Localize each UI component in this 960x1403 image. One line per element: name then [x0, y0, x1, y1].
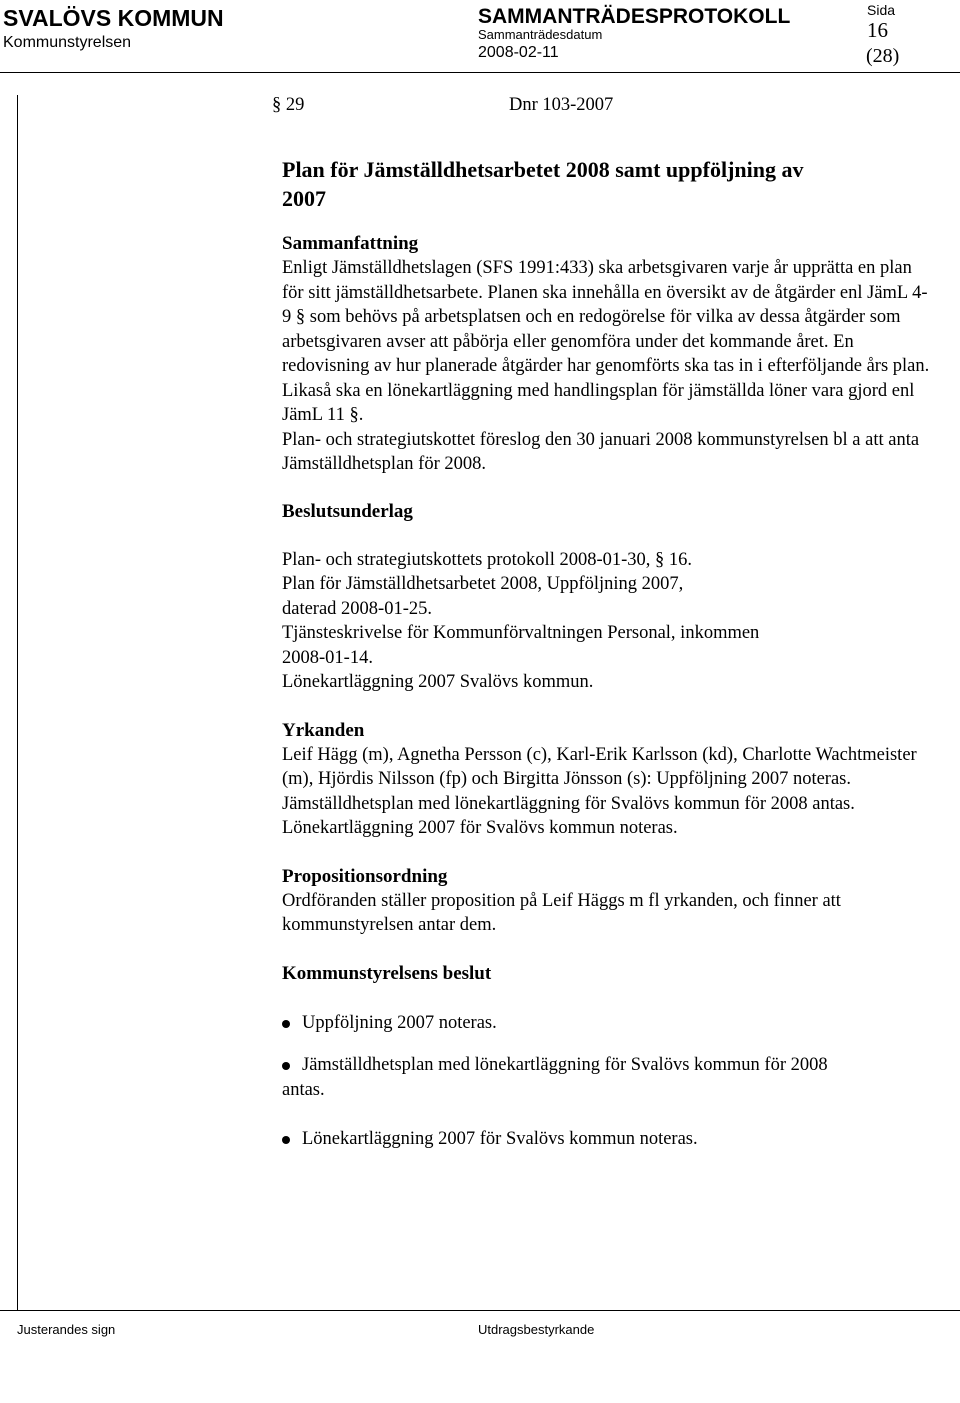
- decision-item: Jämställdhetsplan med lönekartläggning för Svalövs kommun för 2008 antas.: [282, 1055, 828, 1100]
- heading-yrkanden: Yrkanden: [282, 719, 365, 741]
- organization-body: Kommunstyrelsen: [3, 34, 132, 51]
- basis-item-continued: 2008-01-14.: [282, 647, 373, 668]
- basis-item: Plan- och strategiutskottets protokoll 2008-01-30, § 16.: [282, 549, 693, 570]
- summary-paragraph-1: Enligt Jämställdhetslagen (SFS 1991:433) ska arbetsgivaren varje år upprätta en plan för sitt jämställdhetsarbete. Planen ska innehålla en översikt av de åtgärder enl JämL 4-9 § som behövs på arbetsplatsen och en redogörelse för vilka av dessa åtgärder som arbetsgivaren avser att påbörja eller genomföra under det kommande året. En redovisning av hur planerade åtgärder har genomförts ska tas in i efterföljande års plan.: [282, 258, 930, 376]
- heading-beslutsunderlag: Beslutsunderlag: [282, 500, 413, 522]
- bullet-icon: [282, 1062, 290, 1070]
- summary-paragraph-2: Likaså ska en lönekartläggning med handlingsplan för jämställda löner vara gjord enl JämL 11 §.: [282, 380, 915, 425]
- basis-item: Tjänsteskrivelse för Kommunförvaltningen Personal, inkommen: [282, 623, 760, 643]
- decision-item: Uppföljning 2007 noteras.: [282, 1011, 932, 1036]
- organization-name: SVALÖVS KOMMUN: [3, 5, 224, 31]
- footer-rule: [0, 1310, 960, 1311]
- page-number: 16: [867, 18, 888, 42]
- basis-item: Lönekartläggning 2007 Svalövs kommun.: [282, 672, 594, 692]
- decision-basis-list: [282, 548, 932, 695]
- propositionsordning-text: Ordföranden ställer proposition på Leif Häggs m fl yrkanden, och finner att kommunstyrelsen antar dem.: [282, 890, 841, 935]
- footer-utdragsbestyrkande: Utdragsbestyrkande: [478, 1322, 595, 1337]
- bullet-icon: [282, 1020, 290, 1028]
- yrkanden-text: Leif Hägg (m), Agnetha Persson (c), Karl-Erik Karlsson (kd), Charlotte Wachtmeister (m), Hjördis Nilsson (fp) och Birgitta Jönsson (s): Uppföljning 2007 noteras. Jämställdhetsplan med lönekartläggning för Svalövs kommun för 2008 antas. Lönekartläggning 2007 för Svalövs kommun noteras.: [282, 744, 917, 838]
- footer-justerandes-sign: Justerandes sign: [17, 1322, 116, 1337]
- margin-line: [17, 95, 18, 1310]
- decision-list: [282, 1011, 932, 1152]
- case-dnr: Dnr 103-2007: [509, 95, 614, 115]
- page-total: (28): [866, 45, 900, 67]
- heading-sammanfattning: Sammanfattning: [282, 233, 419, 254]
- paragraph-number: § 29: [272, 95, 305, 115]
- page-label: Sida: [867, 2, 896, 18]
- bullet-icon: [282, 1136, 290, 1144]
- case-line: [272, 93, 932, 119]
- basis-item-continued: daterad 2008-01-25.: [282, 598, 433, 619]
- heading-propositionsordning: Propositionsordning: [282, 865, 448, 887]
- document-type: SAMMANTRÄDESPROTOKOLL: [478, 5, 791, 28]
- summary-paragraph-3: Plan- och strategiutskottet föreslog den 30 januari 2008 kommunstyrelsen bl a att anta Jämställdhetsplan för 2008.: [282, 429, 920, 474]
- basis-item: Plan för Jämställdhetsarbetet 2008, Uppföljning 2007,: [282, 574, 684, 594]
- protocol-body: [272, 93, 932, 1152]
- case-title: Plan för Jämställdhetsarbetet 2008 samt uppföljning av 2007: [282, 157, 804, 211]
- decision-item: Lönekartläggning 2007 för Svalövs kommun noteras.: [282, 1127, 932, 1152]
- heading-kommunstyrelsens-beslut: Kommunstyrelsens beslut: [282, 962, 492, 984]
- meeting-date-value: 2008-02-11: [478, 44, 559, 61]
- header-rule: [0, 72, 960, 73]
- meeting-date-label: Sammanträdesdatum: [478, 27, 603, 42]
